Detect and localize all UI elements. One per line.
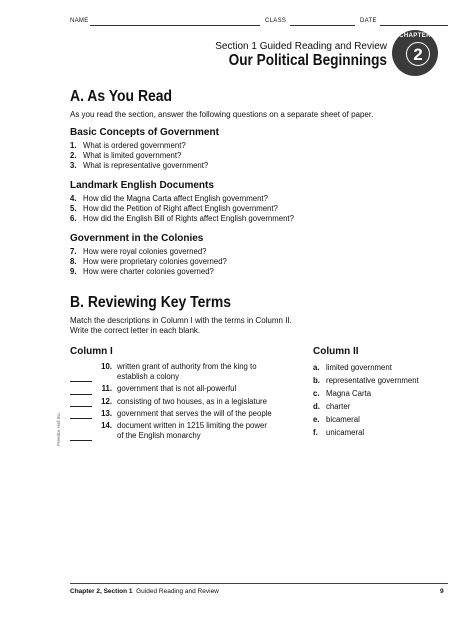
section-a-heading: A. As You Read [70,88,173,105]
group-heading: Landmark English Documents [70,180,214,191]
section-b-instructions [70,316,292,336]
column-1-heading: Column I [70,346,113,357]
term-item: f. unicameral [313,428,365,437]
match-item: 12. consisting of two houses, as in a legislature [70,397,297,407]
date-label: DATE [360,18,377,24]
question-item: 4. How did the Magna Carta affect English government? [70,194,268,203]
question-item: 9. How were charter colonies governed? [70,267,214,277]
column-1-list [70,362,297,443]
question-list [70,247,227,278]
footer-rule [70,583,448,584]
question-item: 3. What is representative government? [70,161,209,171]
page-number: 9 [440,588,444,595]
match-item: 11. government that is not all-powerful [70,384,297,394]
match-item: 10. written grant of authority from the king to establish a colony [70,362,297,382]
name-label: NAME [70,18,89,24]
question-item: 6. How did the English Bill of Rights affect English government? [70,214,294,224]
answer-blank[interactable] [70,394,92,395]
group-heading: Basic Concepts of Government [70,127,219,138]
answer-blank[interactable] [70,406,92,407]
answer-blank[interactable] [70,418,92,419]
answer-blank[interactable] [70,440,92,441]
chapter-badge-label: CHAPTER [399,33,431,39]
column-2-heading: Column II [313,346,359,357]
chapter-badge-number: 2 [406,42,430,66]
question-item: 8. How were proprietary colonies governed? [70,257,227,267]
instructions-line: Write the correct letter in each blank. [70,326,201,335]
class-line [290,25,355,26]
question-item: 5. How did the Petition of Right affect English government? [70,204,278,214]
copyright-side-text: Prentice Hall Inc. [56,411,61,446]
class-label: CLASS [265,18,287,24]
question-item: 7. How were royal colonies governed? [70,247,207,256]
term-item: e. bicameral [313,415,360,424]
column-2-list [313,361,419,439]
question-item: 2. What is limited government? [70,151,182,161]
section-a-instructions: As you read the section, answer the following questions on a separate sheet of paper. [70,110,374,119]
match-item: 14. document written in 1215 limiting the power of the English monarchy [70,421,297,441]
question-list [70,141,208,172]
term-item: d. charter [313,402,351,411]
section-b-heading: B. Reviewing Key Terms [70,294,232,311]
match-item: 13. government that serves the will of the people [70,409,297,419]
name-line [90,25,260,26]
question-item: 1. What is ordered government? [70,141,186,150]
footer-left: Chapter 2, Section 1 Guided Reading and Review [70,588,219,595]
date-line [380,25,448,26]
answer-blank[interactable] [70,381,92,382]
term-item: c. Magna Carta [313,389,372,398]
page-title: Our Political Beginnings [228,52,387,69]
term-item: a. limited government [313,363,392,372]
instructions-line: Match the descriptions in Column I with the terms in Column II. [70,316,292,325]
question-list [70,194,294,225]
section-subtitle: Section 1 Guided Reading and Review [215,41,387,52]
group-heading: Government in the Colonies [70,233,204,244]
term-item: b. representative government [313,376,419,385]
